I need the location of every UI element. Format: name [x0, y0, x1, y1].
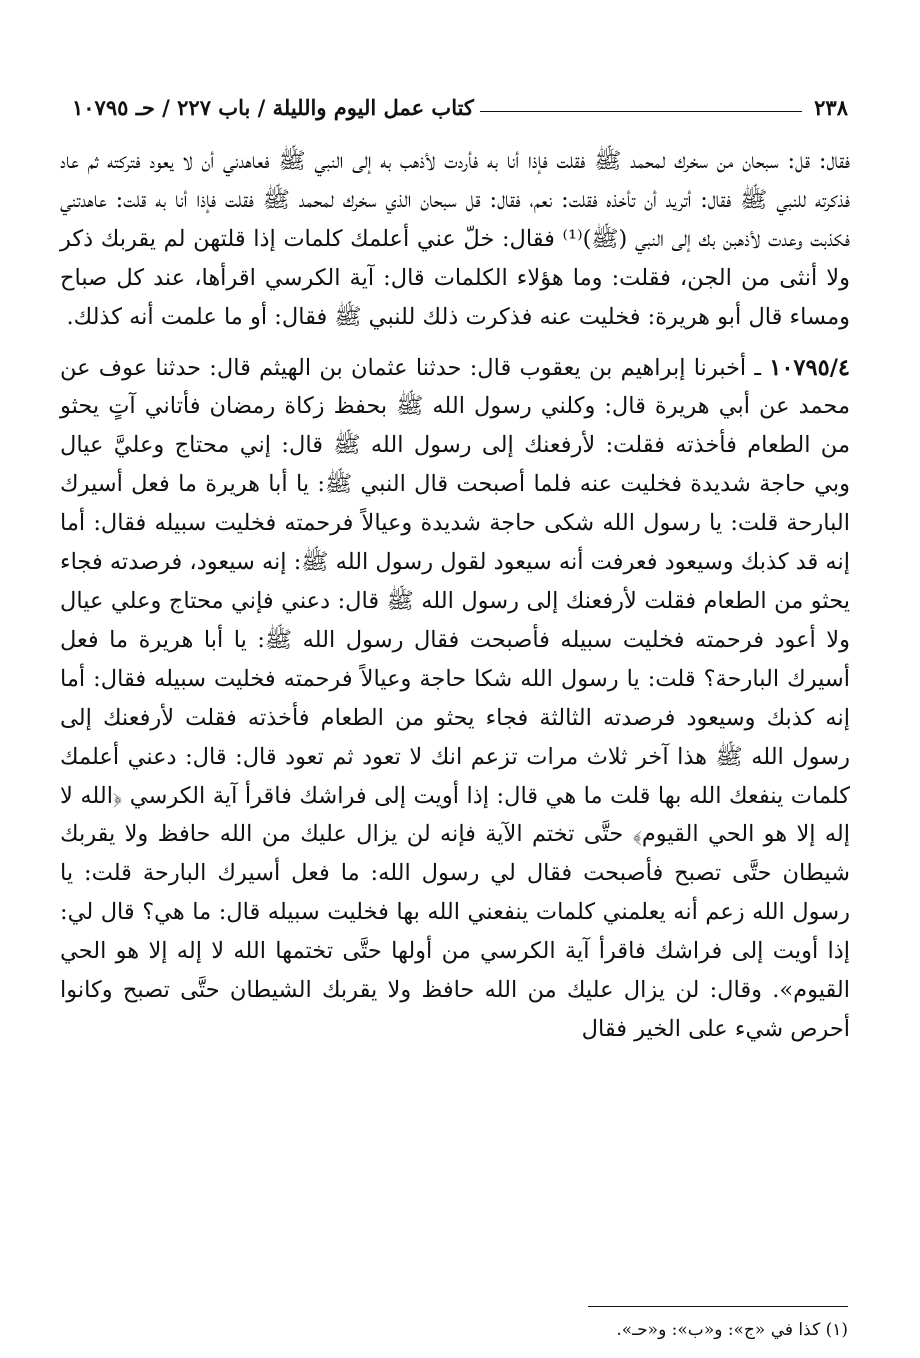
page-header [72, 86, 848, 120]
footnote-rule [588, 1306, 848, 1307]
footnote: (١) كذا في «ج»: و«ب»: و«حـ». [616, 1320, 848, 1340]
paragraph-2-text: ـ أخبرنا إبراهيم بن يعقوب قال: حدثنا عثمان بن الهيثم قال: حدثنا عوف عن محمد عن أبي هريرة قال: وكلني رسول الله ﷺ بحفظ زكاة رمضان فأتاني آتٍ يحثو من الطعام فأخذته فقلت: لأرفعنك إلى رسول الله ﷺ قال: إني محتاج وعليَّ عيال وبي حاجة شديدة فخليت عنه فلما أصبحت قال النبي ﷺ: يا أبا هريرة ما فعل أسيرك البارحة قلت: يا رسول الله شكى حاجة شديدة وعيالاً فرحمته فخليت سبيله فقال: أما إنه قد كذبك وسيعود فعرفت أنه سيعود لقول رسول الله ﷺ: إنه سيعود، فرصدته فجاء يحثو من الطعام فقلت لأرفعنك إلى رسول الله ﷺ قال: دعني فإني محتاج وعلي عيال ولا أعود فرحمته فخليت سبيله فأصبحت فقال رسول الله ﷺ: يا أبا هريرة ما فعل أسيرك البارحة؟ قلت: يا رسول الله شكا حاجة وعيالاً فرحمته فخليت سبيله فقال: أما إنه كذبك وسيعود فرصدته الثالثة فجاء يحثو من الطعام فأخذته فقلت لأرفعنك إلى رسول الله ﷺ هذا آخر ثلاث مرات تزعم انك لا تعود ثم تعود قال: قال: دعني أعلمك كلمات ينفعك الله بها قلت ما هي قال: إذا أويت إلى فراشك فاقرأ آية الكرسي ﴿الله لا إله إلا هو الحي القيوم﴾ حتَّى تختم الآية فإنه لن يزال عليك من الله حافظ ولا يقربك شيطان حتَّى تصبح فأصبحت فقال لي رسول الله: ما فعل أسيرك البارحة قلت: يا رسول الله زعم أنه يعلمني كلمات ينفعني الله بها فخليت سبيله قال: ما هي؟ قال لي: إذا أويت إلى فراشك فاقرأ آية الكرسي من أولها حتَّى تختمها الله لا إله إلا هو الحي القيوم». وقال: لن يزال عليك من الله حافظ ولا يقربك الشيطان حتَّى تصبح وكانوا أحرص شيء على الخير فقال [60, 354, 850, 1042]
hadith-number: ١٠٧٩٥/٤ [769, 354, 850, 381]
running-title: كتاب عمل اليوم والليلة / باب ٢٢٧ / حـ ١٠٧٩٥ [72, 95, 474, 120]
page-number: ٢٣٨ [814, 95, 848, 120]
paragraph-1: فقال: قل: سبحان من سخرك لمحمد ﷺ فقلت فإذا أنا به فأردت لأذهب به إلى النبي ﷺ فعاهدني أن لا يعود فتركته ثم عاد فذكرته للنبي ﷺ فقال: أتريد أن تأخذه فقلت: نعم، فقال: قل سبحان الذي سخرك لمحمد ﷺ فقلت فإذا أنا به قلت: عاهدتني فكذبت وعدت لأذهبن بك إلى النبي (ﷺ)⁽¹⁾ فقال: خلّ عني أعلمك كلمات إذا قلتهن لم يقربك ذكر ولا أنثى من الجن، فقلت: وما هؤلاء الكلمات قال: آية الكرسي اقرأها، عند كل صباح ومساء قال أبو هريرة: فخليت عنه فذكرت ذلك للنبي ﷺ فقال: أو ما علمت أنه كذلك. [60, 148, 850, 330]
paragraph-2 [60, 349, 850, 1049]
body-text [60, 142, 850, 1049]
header-rule [480, 111, 802, 112]
